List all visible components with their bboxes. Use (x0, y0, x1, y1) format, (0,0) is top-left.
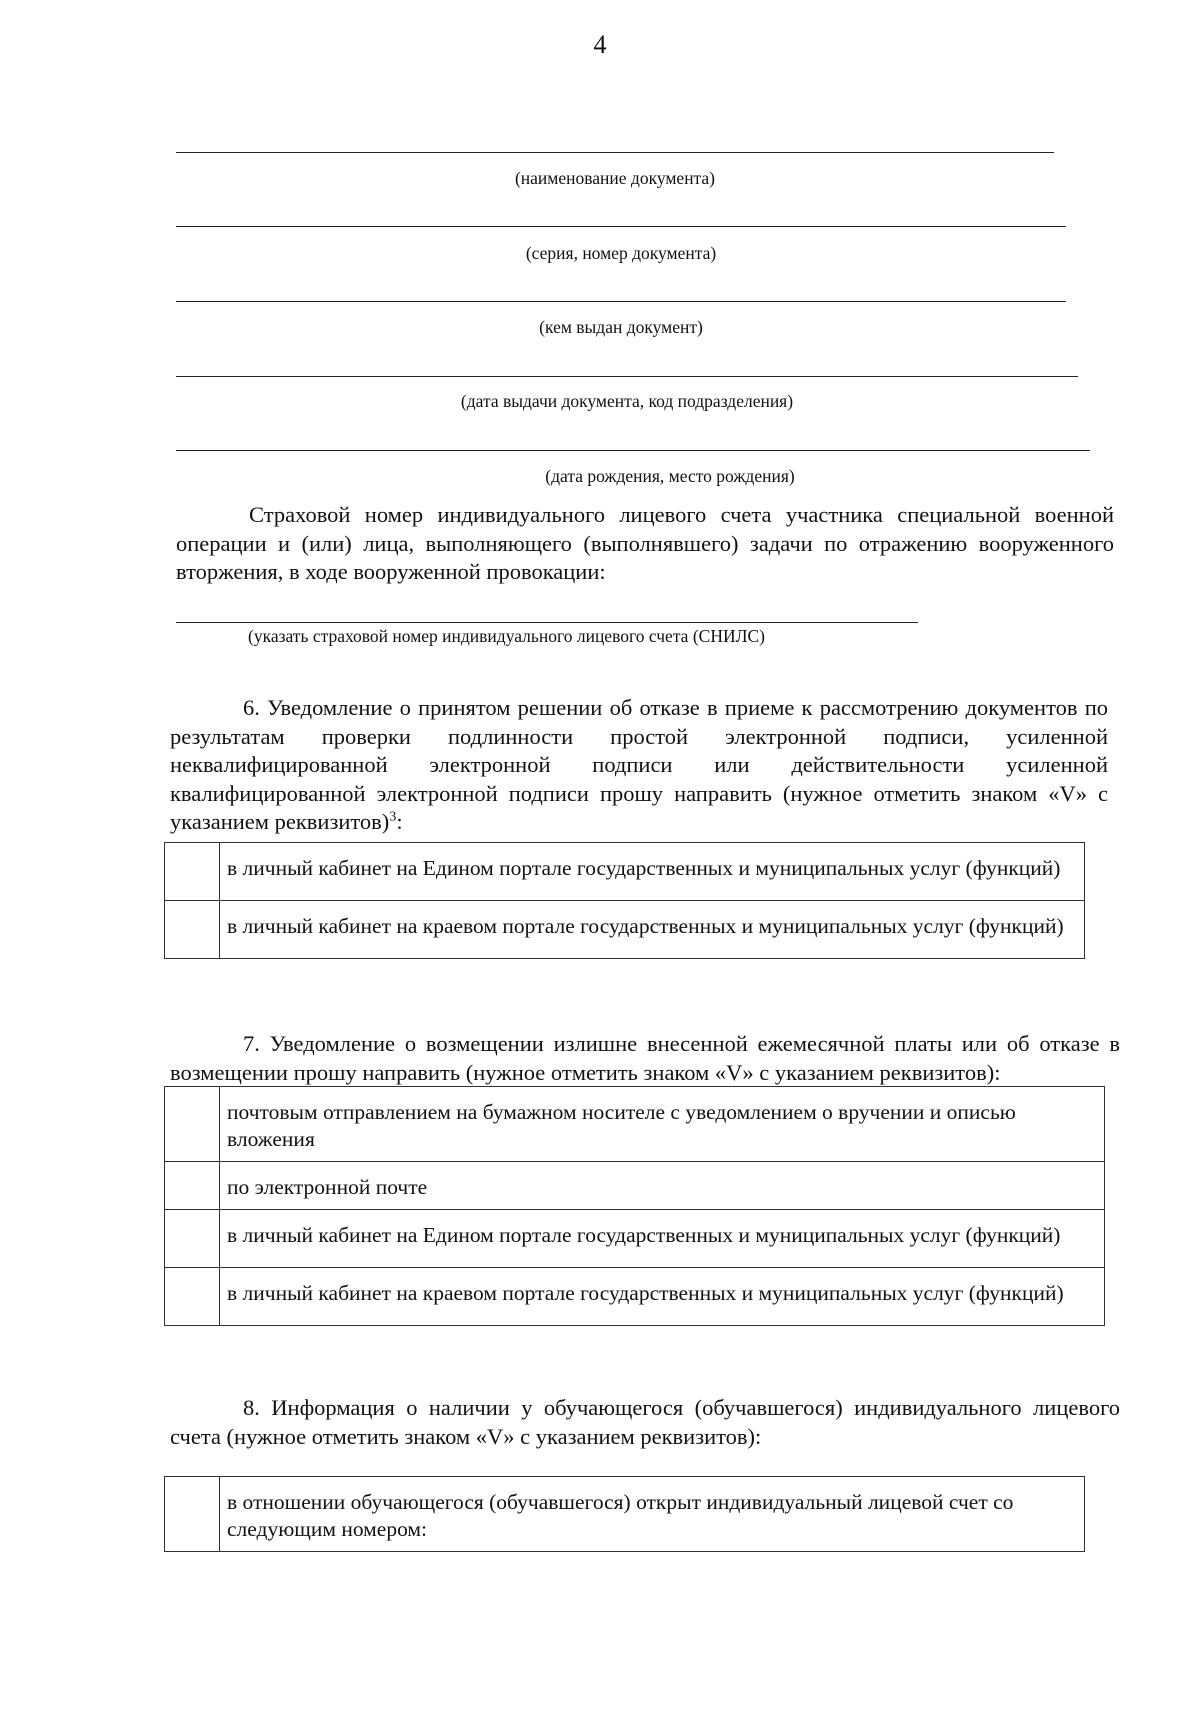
snils-paragraph (176, 501, 1114, 587)
footnote-3: 3 (389, 809, 397, 825)
section-6-options-table (164, 842, 1085, 959)
page-number: 4 (593, 30, 607, 59)
document-issue-date-line[interactable] (176, 376, 1078, 377)
checkbox-cell[interactable] (165, 1210, 220, 1268)
document-issuer-caption: (кем выдан документ) (539, 317, 703, 337)
document-issue-date-caption: (дата выдачи документа, код подразделения) (460, 391, 794, 411)
option-label: в личный кабинет на краевом портале государственных и муниципальных услуг (функций) (220, 1268, 1105, 1326)
option-label: в личный кабинет на Едином портале государственных и муниципальных услуг (функций) (220, 1210, 1105, 1268)
birth-line[interactable] (176, 450, 1090, 451)
checkbox-cell[interactable] (165, 1162, 220, 1210)
table-row (165, 1162, 1105, 1210)
option-label: в отношении обучающегося (обучавшегося) открыт индивидуальный лицевой счет со следующим номером: (220, 1477, 1085, 1552)
document-issuer-line[interactable] (176, 301, 1066, 302)
snils-caption: (указать страховой номер индивидуального лицевого счета (СНИЛС) (248, 626, 765, 646)
section-7-paragraph (170, 1030, 1120, 1087)
section-7-text: 7. Уведомление о возмещении излишне внесенной ежемесячной платы или об отказе в возмещении прошу направить (нужное отметить знаком «V» с указанием реквизитов): (170, 1031, 1120, 1085)
section-7-options-table (164, 1086, 1105, 1326)
table-row (165, 901, 1085, 959)
checkbox-cell[interactable] (165, 1268, 220, 1326)
option-label: в личный кабинет на краевом портале государственных и муниципальных услуг (функций) (220, 901, 1085, 959)
checkbox-cell[interactable] (165, 1087, 220, 1162)
section-8-paragraph (170, 1394, 1120, 1451)
checkbox-cell[interactable] (165, 843, 220, 901)
checkbox-cell[interactable] (165, 901, 220, 959)
section-6-paragraph (170, 694, 1108, 837)
section-6-body: 6. Уведомление о принятом решении об отказе в приеме к рассмотрению документов по результатам проверки подлинности простой электронной подписи, усиленной неквалифицированной электронной подписи или действительности усиленной квалифицированной электронной подписи прошу направить (нужное отметить знаком «V» с указанием реквизитов) (170, 695, 1108, 834)
table-row (165, 1087, 1105, 1162)
snils-text: Страховой номер индивидуального лицевого счета участника специальной военной операции и (или) лица, выполняющего (выполнявшего) задачи по отражению вооруженного вторжения, в ходе вооруженной провокации: (176, 502, 1114, 584)
document-name-caption: (наименование документа) (514, 168, 716, 188)
table-row (165, 1477, 1085, 1552)
checkbox-cell[interactable] (165, 1477, 220, 1552)
document-series-caption: (серия, номер документа) (525, 243, 717, 263)
snils-line[interactable] (176, 622, 918, 623)
document-series-line[interactable] (176, 226, 1066, 227)
section-6-colon: : (396, 809, 403, 834)
section-8-options-table (164, 1476, 1085, 1552)
birth-caption: (дата рождения, место рождения) (545, 466, 795, 486)
table-row (165, 1210, 1105, 1268)
table-row (165, 1268, 1105, 1326)
section-8-text: 8. Информация о наличии у обучающегося (обучавшегося) индивидуального лицевого счета (нужное отметить знаком «V» с указанием реквизитов): (170, 1395, 1120, 1449)
section-6-text (170, 694, 1108, 837)
document-name-line[interactable] (176, 152, 1054, 153)
option-label: почтовым отправлением на бумажном носителе с уведомлением о вручении и описью вложения (220, 1087, 1105, 1162)
table-row (165, 843, 1085, 901)
option-label: по электронной почте (220, 1162, 1105, 1210)
option-label: в личный кабинет на Едином портале государственных и муниципальных услуг (функций) (220, 843, 1085, 901)
